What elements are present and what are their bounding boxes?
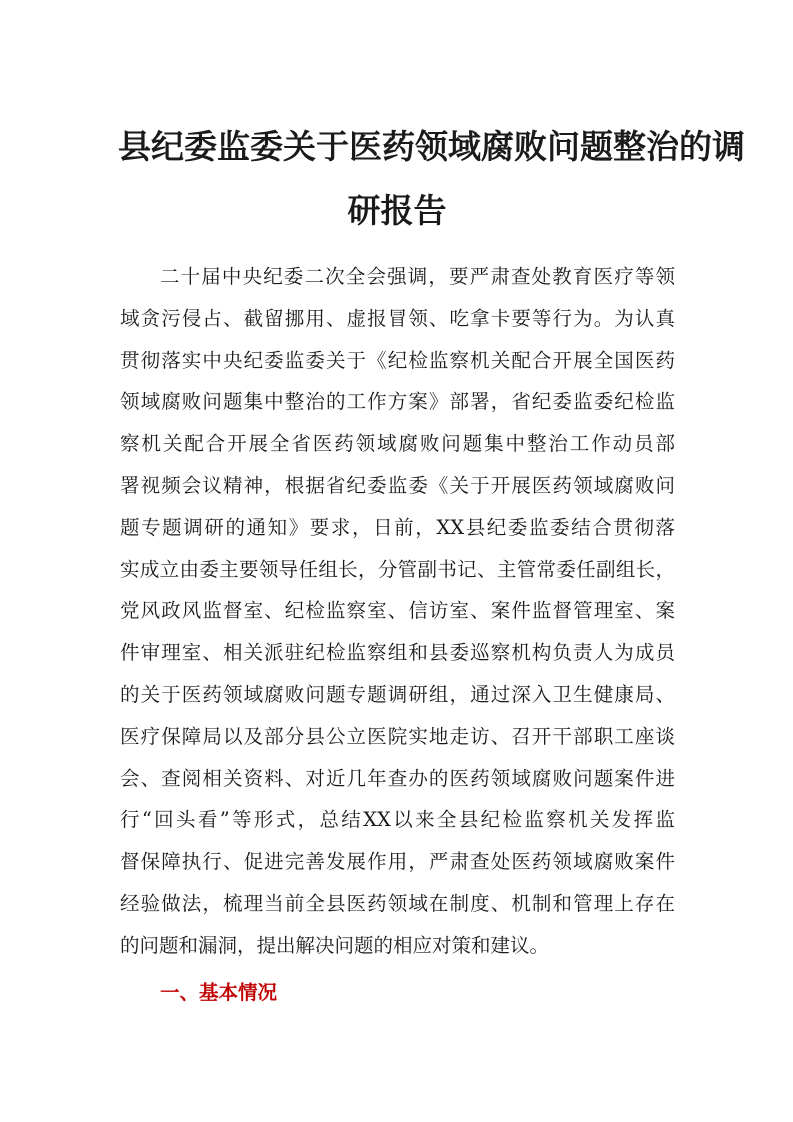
paragraph-line: 贯彻落实中央纪委监委关于《纪检监察机关配合开展全国医药 [120, 348, 675, 372]
paragraph-line: 行“回头看”等形式，总结XX以来全县纪检监察机关发挥监 [120, 808, 675, 832]
paragraph-line: 的关于医药领域腐败问题专题调研组，通过深入卫生健康局、 [120, 682, 675, 706]
paragraph-line: 督保障执行、促进完善发展作用，严肃查处医药领域腐败案件 [120, 850, 675, 874]
paragraph-line: 党风政风监督室、纪检监察室、信访室、案件监督管理室、案 [120, 599, 675, 623]
paragraph-line: 经验做法，梳理当前全县医药领域在制度、机制和管理上存在 [120, 891, 675, 915]
document-title-line-2: 研报告 [347, 191, 447, 230]
intro-paragraph [120, 256, 675, 967]
paragraph-line: 实成立由委主要领导任组长，分管副书记、主管常委任副组长， [120, 557, 675, 581]
paragraph-line: 察机关配合开展全省医药领域腐败问题集中整治工作动员部 [120, 432, 675, 456]
paragraph-line: 二十届中央纪委二次全会强调，要严肃查处教育医疗等领 [160, 265, 675, 288]
paragraph-line: 署视频会议精神，根据省纪委监委《关于开展医药领域腐败问 [120, 473, 675, 497]
paragraph-line: 题专题调研的通知》要求，日前，XX县纪委监委结合贯彻落 [120, 515, 675, 539]
paragraph-line: 领域腐败问题集中整治的工作方案》部署，省纪委监委纪检监 [120, 390, 675, 414]
paragraph-line: 会、查阅相关资料、对近几年查办的医药领域腐败问题案件进 [120, 766, 675, 790]
paragraph-line: 域贪污侵占、截留挪用、虚报冒领、吃拿卡要等行为。为认真 [120, 306, 675, 330]
section-heading: 一、基本情况 [160, 981, 278, 1004]
paragraph-line: 医疗保障局以及部分县公立医院实地走访、召开干部职工座谈 [120, 724, 675, 748]
paragraph-line: 的问题和漏洞，提出解决问题的相应对策和建议。 [120, 933, 550, 957]
document-title-line-1: 县纪委监委关于医药领域腐败问题整治的调 [118, 127, 745, 166]
paragraph-line: 件审理室、相关派驻纪检监察组和县委巡察机构负责人为成员 [120, 641, 675, 665]
